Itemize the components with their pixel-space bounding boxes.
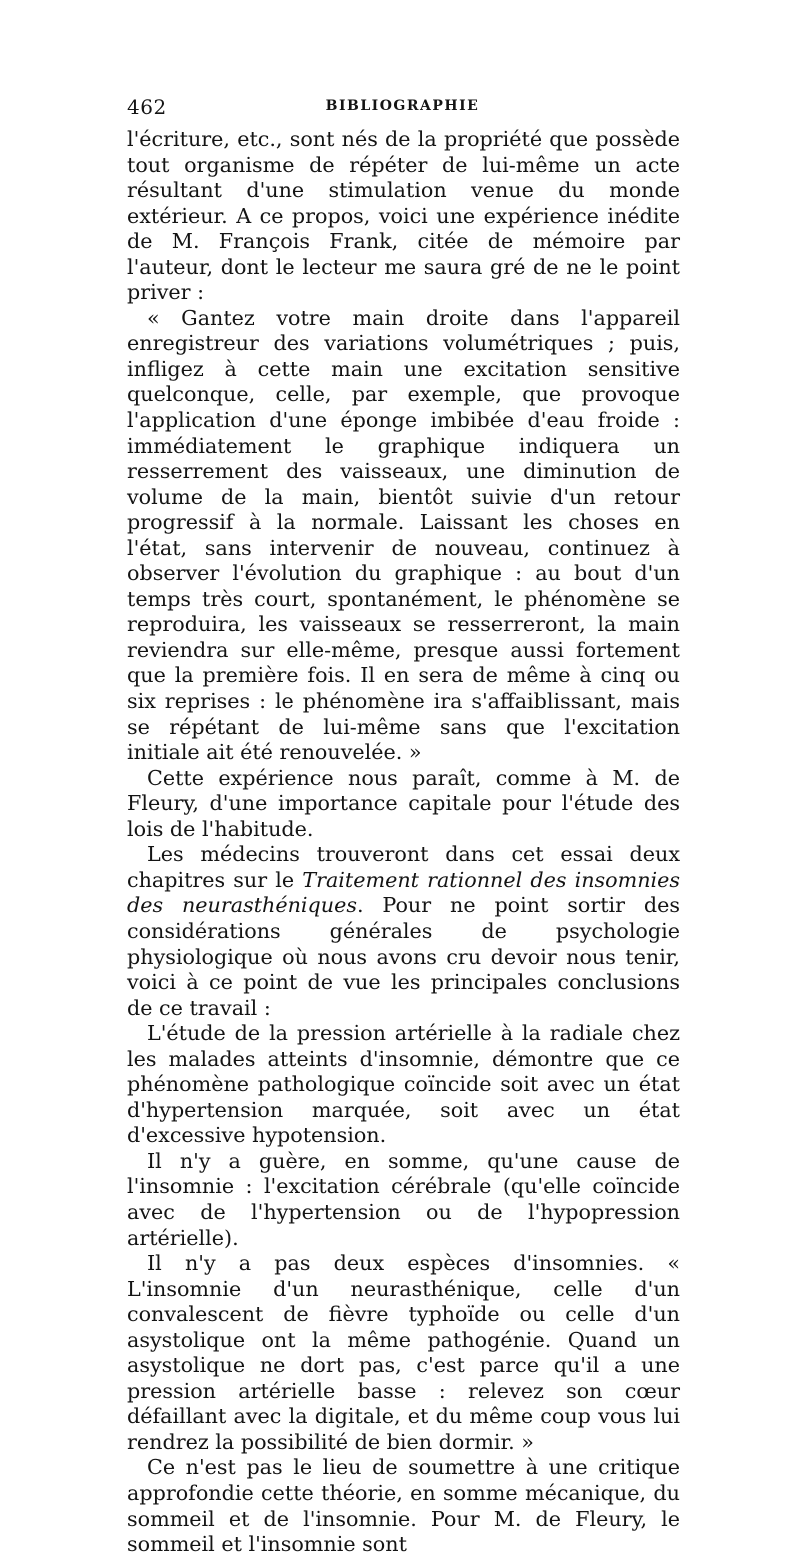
paragraph-7: Il n'y a pas deux espèces d'insomnies. « L'insomnie d'un neurasthénique, celle d'un convalescent de fièvre typhoïde ou celle d'un asystolique ont la même pathogénie. Quand un asystolique ne dort pas, c'est parce qu'il a une pression artérielle basse : relevez son cœur défaillant avec la digitale, et du même coup vous lui rendrez la possibilité de bien dormir. » [127, 1251, 680, 1454]
paragraph-6: Il n'y a guère, en somme, qu'une cause de l'insomnie : l'excitation cérébrale (qu'elle coïncide avec de l'hypertension ou de l'hypopression artérielle). [127, 1148, 680, 1250]
book-chapter-title: Traitement rationnel des insomnies des neurasthéniques [127, 867, 680, 918]
page-body [127, 127, 680, 1558]
paragraph-1: l'écriture, etc., sont nés de la propriété que possède tout organisme de répéter de lui-même un acte résultant d'une stimulation venue du monde extérieur. A ce propos, voici une expérience inédite de M. François Frank, citée de mémoire par l'auteur, dont le lecteur me saura gré de ne le point priver : [127, 127, 680, 305]
paragraph-4-text-before: Les médecins trouveront dans cet essai deux chapitres sur le [127, 842, 680, 892]
paragraph-2: « Gantez votre main droite dans l'appareil enregistreur des variations volumétriques ; puis, infligez à cette main une excitation sensitive quelconque, celle, par exemple, que provoque l'application d'une éponge imbibée d'eau froide : immédiatement le graphique indiquera un resserrement des vaisseaux, une diminution de volume de la main, bientôt suivie d'un retour progressif à la normale. Laissant les choses en l'état, sans intervenir de nouveau, continuez à observer l'évolution du graphique : au bout d'un temps très court, spontanément, le phénomène se reproduira, les vaisseaux se resserreront, la main reviendra sur elle-même, presque aussi fortement que la première fois. Il en sera de même à cinq ou six reprises : le phénomène ira s'affaiblissant, mais se répétant de lui-même sans que l'excitation initiale ait été renouvelée. » [127, 305, 680, 765]
paragraph-3: Cette expérience nous paraît, comme à M. de Fleury, d'une importance capitale pour l'étude des lois de l'habitude. [127, 765, 680, 841]
page-header [127, 95, 678, 121]
paragraph-4-text-after: . Pour ne point sortir des considérations générales de psychologie physiologique où nous avons cru devoir nous tenir, voici à ce point de vue les principales conclusions de ce travail : [127, 893, 681, 1020]
paragraph-8: Ce n'est pas le lieu de soumettre à une critique approfondie cette théorie, en somme mécanique, du sommeil et de l'insomnie. Pour M. de Fleury, le sommeil et l'insomnie sont [127, 1455, 680, 1557]
running-head: BIBLIOGRAPHIE [325, 98, 480, 114]
paragraph-4 [127, 842, 680, 1021]
page-number: 462 [127, 95, 167, 119]
paragraph-5: L'étude de la pression artérielle à la radiale chez les malades atteints d'insomnie, démontre que ce phénomène pathologique coïncide soit avec un état d'hypertension marquée, soit avec un état d'excessive hypotension. [127, 1021, 680, 1148]
